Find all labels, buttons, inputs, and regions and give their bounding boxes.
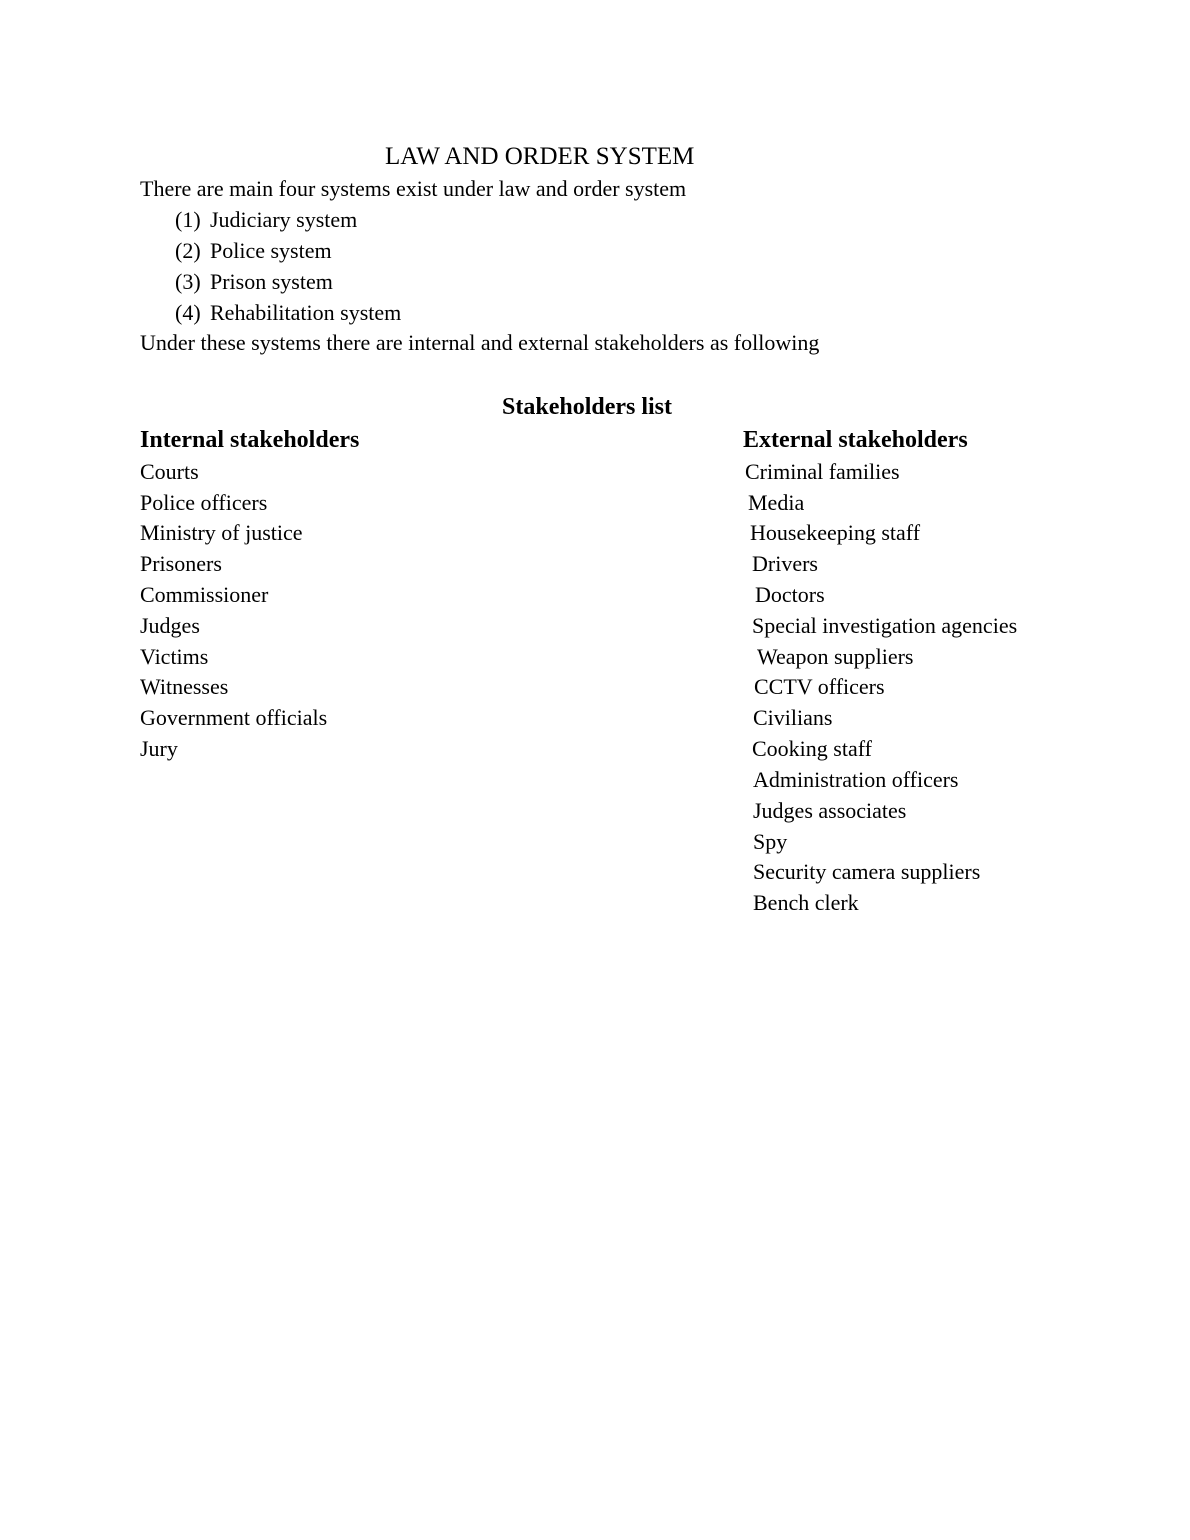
external-stakeholder: Drivers xyxy=(752,551,818,576)
list-number: (2) xyxy=(175,238,201,263)
list-number: (3) xyxy=(175,269,201,294)
external-stakeholder: Housekeeping staff xyxy=(750,520,921,545)
internal-stakeholder: Courts xyxy=(140,459,199,484)
external-stakeholder: Bench clerk xyxy=(753,890,859,915)
external-stakeholder: Spy xyxy=(753,829,788,854)
internal-stakeholder: Commissioner xyxy=(140,582,269,607)
list-number: (4) xyxy=(175,300,201,325)
list-item-label: Prison system xyxy=(210,269,333,294)
stakeholders-heading: Stakeholders list xyxy=(502,394,673,420)
list-item-label: Rehabilitation system xyxy=(210,300,402,325)
external-stakeholder: Weapon suppliers xyxy=(757,644,914,669)
internal-stakeholder: Police officers xyxy=(140,490,268,515)
list-item-label: Judiciary system xyxy=(210,207,358,232)
internal-stakeholders-heading: Internal stakeholders xyxy=(140,427,360,453)
external-stakeholder: Judges associates xyxy=(753,798,907,823)
external-stakeholder: Media xyxy=(748,490,805,515)
external-stakeholder: Special investigation agencies xyxy=(752,613,1018,638)
internal-stakeholder: Witnesses xyxy=(140,674,229,699)
external-stakeholder: Cooking staff xyxy=(752,736,872,761)
list-item-label: Police system xyxy=(210,238,332,263)
internal-stakeholder: Prisoners xyxy=(140,551,222,576)
internal-stakeholder: Victims xyxy=(140,644,209,669)
system-list-item xyxy=(175,300,401,326)
list-number: (1) xyxy=(175,207,201,232)
external-stakeholder: Criminal families xyxy=(745,459,900,484)
external-stakeholder: Civilians xyxy=(753,705,833,730)
document-title: LAW AND ORDER SYSTEM xyxy=(385,143,695,170)
external-stakeholder: Doctors xyxy=(755,582,825,607)
internal-stakeholder: Ministry of justice xyxy=(140,520,303,545)
internal-stakeholder: Jury xyxy=(140,736,178,761)
system-list-item xyxy=(175,207,357,233)
external-stakeholder: Administration officers xyxy=(753,767,959,792)
system-list-item xyxy=(175,269,333,295)
external-stakeholder: Security camera suppliers xyxy=(753,859,981,884)
outro-paragraph: Under these systems there are internal and external stakeholders as following xyxy=(140,330,820,355)
internal-stakeholder: Government officials xyxy=(140,705,328,730)
intro-paragraph: There are main four systems exist under law and order system xyxy=(140,176,687,201)
external-stakeholder: CCTV officers xyxy=(754,674,885,699)
system-list-item xyxy=(175,238,332,264)
external-stakeholders-heading: External stakeholders xyxy=(743,427,968,453)
internal-stakeholder: Judges xyxy=(140,613,200,638)
